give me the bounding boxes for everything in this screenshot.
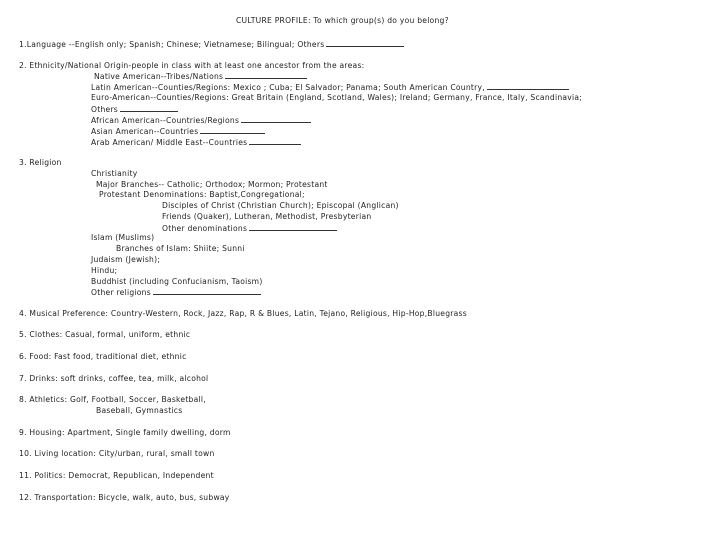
- question-clothes: 5. Clothes: Casual, formal, uniform, ethnic: [19, 330, 191, 339]
- asian-text: Asian American--Countries: [91, 127, 199, 136]
- others-text: Others: [91, 105, 119, 114]
- latin-blank[interactable]: [487, 82, 569, 90]
- religion-protestant: Protestant Denominations: Baptist,Congregational;: [99, 190, 305, 199]
- ethnicity-native: [94, 71, 307, 82]
- ethnicity-arab: [91, 137, 301, 148]
- ethnicity-euro: Euro-American--Counties/Regions: Great Britain (England, Scotland, Wales); Ireland; Germany, France, Italy, Scandinavia;: [91, 93, 583, 102]
- language-text: 1.Language --English only; Spanish; Chinese; Vietnamese; Bilingual; Others: [19, 40, 325, 49]
- religion-disciples: Disciples of Christ (Christian Church); Episcopal (Anglican): [162, 201, 399, 210]
- question-music: 4. Musical Preference: Country-Western, Rock, Jazz, Rap, R & Blues, Latin, Tejano, Religious, Hip-Hop,Bluegrass: [19, 309, 467, 318]
- language-others-blank[interactable]: [326, 39, 404, 47]
- other-denominations-text: Other denominations: [162, 224, 248, 233]
- asian-blank[interactable]: [200, 126, 265, 134]
- native-blank[interactable]: [225, 71, 307, 79]
- ethnicity-heading: 2. Ethnicity/National Origin-people in class with at least one ancestor from the areas:: [19, 61, 365, 70]
- native-text: Native American--Tribes/Nations: [94, 72, 224, 81]
- question-athletics-cont: Baseball, Gymnastics: [96, 406, 183, 415]
- other-denominations-blank[interactable]: [249, 223, 337, 231]
- religion-islam: Islam (Muslims): [91, 233, 155, 242]
- question-athletics: 8. Athletics: Golf, Football, Soccer, Basketball,: [19, 395, 206, 404]
- religion-hindu: Hindu;: [91, 266, 118, 275]
- others-blank[interactable]: [120, 104, 178, 112]
- ethnicity-others: [91, 104, 178, 115]
- latin-text: Latin American--Counties/Regions: Mexico ; Cuba; El Salvador; Panama; South American Country,: [91, 83, 485, 92]
- question-food: 6. Food: Fast food, traditional diet, ethnic: [19, 352, 187, 361]
- ethnicity-latin: [91, 82, 569, 93]
- religion-islam-branches: Branches of Islam: Shiite; Sunni: [116, 244, 245, 253]
- question-transportation: 12. Transportation: Bicycle, walk, auto, bus, subway: [19, 493, 230, 502]
- religion-friends: Friends (Quaker), Lutheran, Methodist, Presbyterian: [162, 212, 372, 221]
- african-blank[interactable]: [241, 115, 311, 123]
- other-religions-text: Other religions: [91, 288, 151, 297]
- ethnicity-asian: [91, 126, 265, 137]
- question-housing: 9. Housing: Apartment, Single family dwelling, dorm: [19, 428, 231, 437]
- question-living-location: 10. Living location: City/urban, rural, small town: [19, 449, 215, 458]
- religion-judaism: Judaism (Jewish);: [91, 255, 161, 264]
- religion-buddhist: Buddhist (including Confucianism, Taoism): [91, 277, 263, 286]
- question-language: [19, 39, 404, 50]
- question-politics: 11. Politics: Democrat, Republican, Independent: [19, 471, 214, 480]
- religion-christianity: Christianity: [91, 169, 138, 178]
- page-title: CULTURE PROFILE: To which group(s) do you belong?: [236, 16, 449, 25]
- arab-text: Arab American/ Middle East--Countries: [91, 138, 248, 147]
- religion-other: [91, 287, 261, 298]
- ethnicity-african: [91, 115, 311, 126]
- religion-other-denominations: [162, 223, 337, 234]
- question-drinks: 7. Drinks: soft drinks, coffee, tea, milk, alcohol: [19, 374, 209, 383]
- african-text: African American--Countries/Regions: [91, 116, 240, 125]
- other-religions-blank[interactable]: [153, 287, 261, 295]
- religion-major-branches: Major Branches-- Catholic; Orthodox; Mormon; Protestant: [96, 180, 328, 189]
- arab-blank[interactable]: [249, 137, 301, 145]
- religion-heading: 3. Religion: [19, 158, 62, 167]
